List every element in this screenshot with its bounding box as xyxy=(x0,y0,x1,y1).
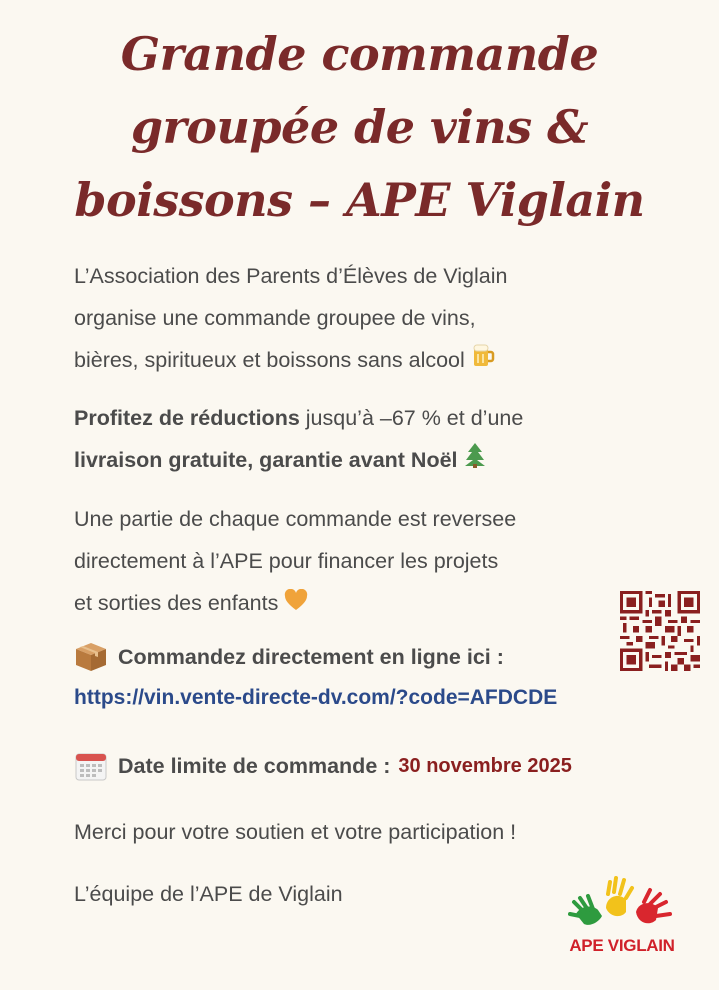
intro-line-1: L’Association des Parents d’Élèves de Viglain xyxy=(74,264,508,288)
support-line-3: et sorties des enfants xyxy=(74,591,279,615)
deadline-date: 30 novembre 2025 xyxy=(398,754,572,777)
support-line-3-wrap xyxy=(74,582,674,625)
offer-line-2 xyxy=(74,439,674,482)
deadline-row xyxy=(74,750,572,782)
support-paragraph xyxy=(74,498,674,625)
orange-heart-icon xyxy=(284,583,308,625)
order-link[interactable]: https://vin.vente-directe-dv.com/?code=AFDCDE xyxy=(74,686,558,709)
calendar-icon xyxy=(74,750,108,782)
support-line-2: directement à l’APE pour financer les projets xyxy=(74,549,499,573)
thanks-line: Merci pour votre soutien et votre participation ! xyxy=(74,820,517,844)
signature-line: L’équipe de l’APE de Viglain xyxy=(74,882,343,906)
intro-paragraph xyxy=(74,255,674,382)
page-title xyxy=(0,18,719,237)
logo-text: APE VIGLAIN xyxy=(569,936,675,955)
intro-line-3: bières, spiritueux et boissons sans alcool xyxy=(74,348,465,372)
green-hand-icon xyxy=(570,896,602,925)
intro-line-2: organise une commande groupee de vins, xyxy=(74,306,476,330)
title-line-1: Grande commande xyxy=(120,27,599,81)
red-hand-icon xyxy=(636,890,670,923)
beer-mug-icon xyxy=(471,340,495,382)
deadline-label: Date limite de commande : xyxy=(118,753,391,778)
offer-text: jusqu’à –67 % et d’une xyxy=(299,406,524,430)
package-icon xyxy=(74,641,108,673)
intro-line-3-wrap xyxy=(74,339,674,382)
qr-code-icon[interactable] xyxy=(620,591,700,671)
offer-highlight: Profitez de réductions xyxy=(74,406,300,430)
yellow-hand-icon xyxy=(606,878,632,916)
title-line-2: groupée de vins & xyxy=(130,100,589,154)
order-row xyxy=(74,641,504,673)
title-line-3: boissons – APE Viglain xyxy=(74,173,645,227)
offer-delivery: livraison gratuite, garantie avant Noël xyxy=(74,448,458,472)
christmas-tree-icon xyxy=(464,440,486,482)
offer-line-1 xyxy=(74,397,674,439)
support-line-1: Une partie de chaque commande est reversee xyxy=(74,507,517,531)
thanks-text xyxy=(74,811,674,853)
offer-paragraph xyxy=(74,397,674,482)
order-label: Commandez directement en ligne ici : xyxy=(118,644,504,669)
